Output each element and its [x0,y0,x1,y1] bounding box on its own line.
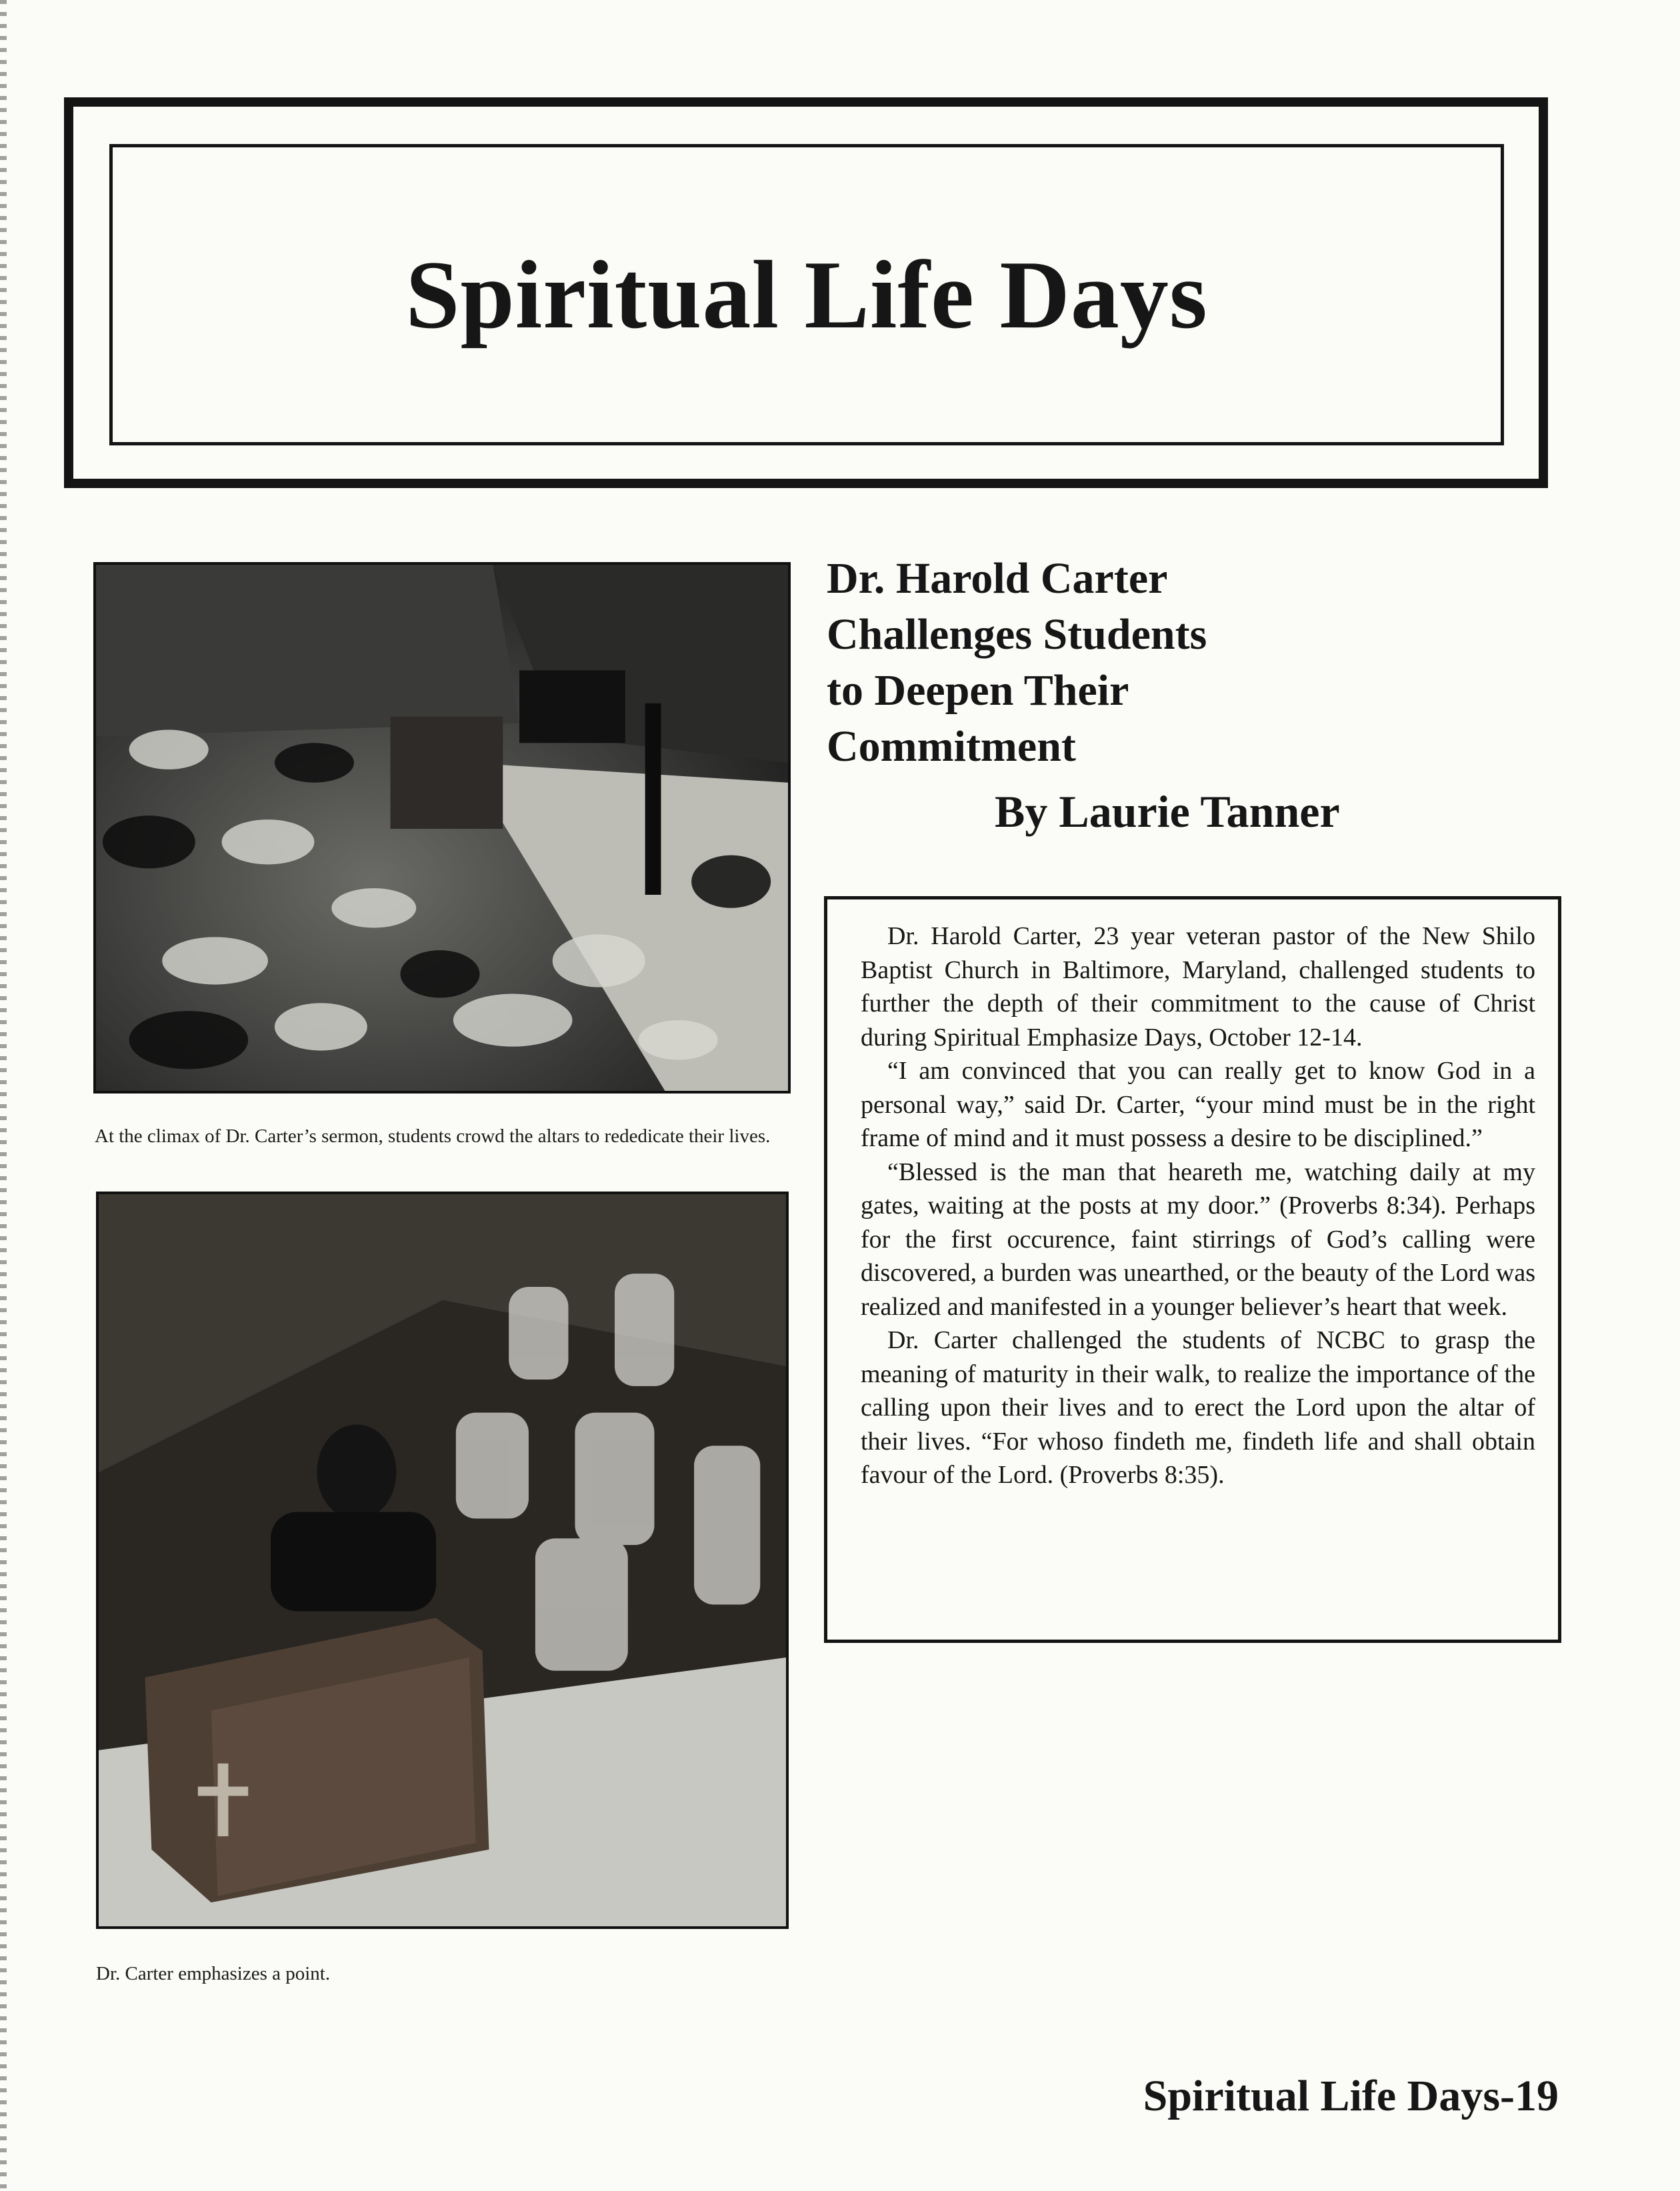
photo1-caption: At the climax of Dr. Carter’s sermon, students crowd the altars to rededicate their lives. [95,1126,771,1147]
article-paragraph: “I am convinced that you can really get to know God in a personal way,” said Dr. Carter, “your mind must be in the right frame of mind and it must possess a desire to be disciplined.” [861,1057,1535,1152]
binding-edge [0,0,7,2191]
pulpit-photo [96,1192,789,1929]
page-title: Spiritual Life Days [405,241,1208,349]
headline-line: Dr. Harold Carter [827,554,1168,603]
altar-call-photo [93,562,791,1093]
article-text-box [824,896,1561,1643]
photo2-caption: Dr. Carter emphasizes a point. [96,1963,331,1984]
article-byline: By Laurie Tanner [995,786,1340,837]
article-paragraph: Dr. Harold Carter, 23 year veteran pastor of the New Shilo Baptist Church in Baltimore, Maryland, challenged students to further the depth of their commitment to the cause of Christ during Spiritual Emphasize Days, October 12-14. [861,922,1535,1051]
article-paragraph: Dr. Carter challenged the students of NCBC to grasp the meaning of maturity in their walk, to realize the importance of the calling upon their lives and to erect the Lord upon the altar of their lives. “For whoso findeth me, findeth life and shall obtain favour of the Lord. (Proverbs 8:35). [861,1326,1535,1489]
page-folio: Spiritual Life Days-19 [1143,2072,1559,2120]
article-paragraph: “Blessed is the man that heareth me, watching daily at my gates, waiting at the posts at my door.” (Proverbs 8:34). Perhaps for the first occurence, faint stirrings of God’s calling were discovered, a burden was unearthed, or the beauty of the Lord was realized and manifested in a younger believer’s heart that week. [861,1158,1535,1321]
title-frame-inner [109,144,1504,445]
article-headline [827,551,1627,775]
headline-line: Challenges Students [827,610,1207,659]
headline-line: Commitment [827,722,1076,771]
headline-line: to Deepen Their [827,666,1129,715]
